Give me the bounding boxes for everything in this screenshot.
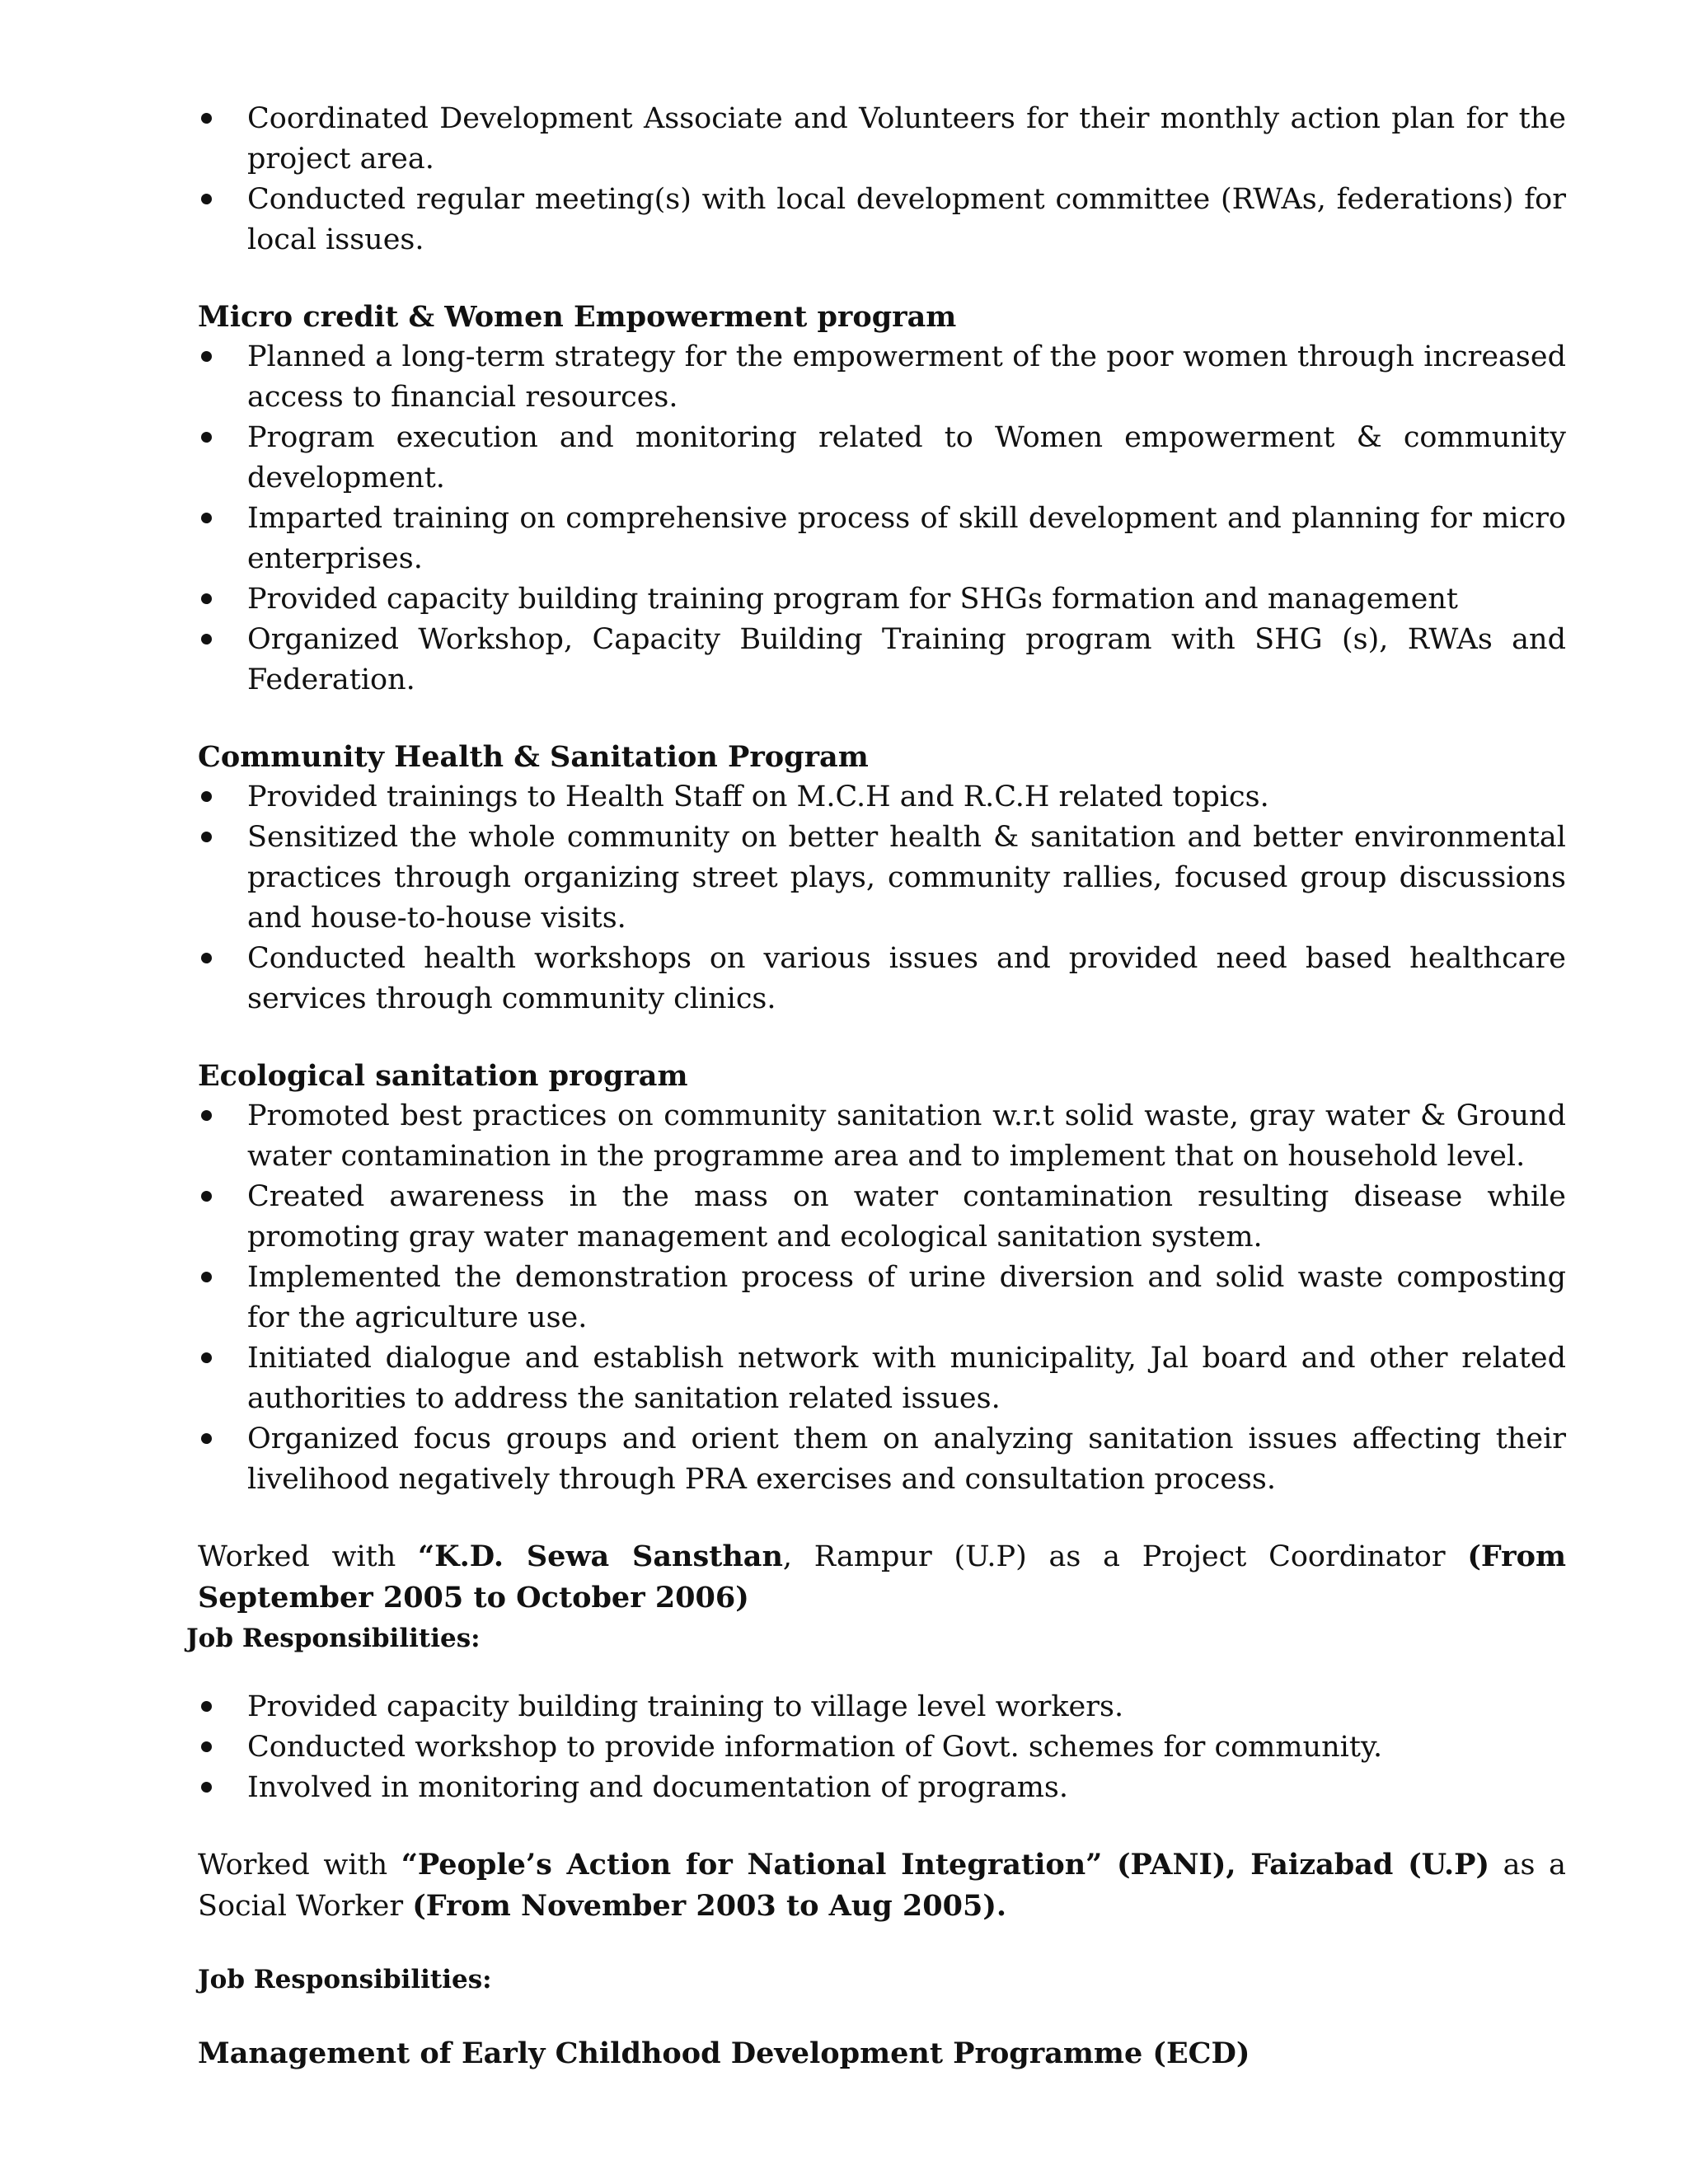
- list-item: Conducted health workshops on various issues and provided need based healthcare services through community clinics.: [198, 939, 1566, 1019]
- job-organization: “People’s Action for National Integration” (PANI), Faizabad (U.P): [401, 1848, 1490, 1882]
- job-role: , Rampur (U.P) as a Project Coordinator: [782, 1540, 1468, 1573]
- list-item: Provided trainings to Health Staff on M.C.H and R.C.H related topics.: [198, 777, 1566, 818]
- section-title-ecosan: Ecological sanitation program: [198, 1059, 688, 1093]
- list-item: Imparted training on comprehensive process of skill development and planning for micro enterprises.: [198, 499, 1566, 579]
- list-item: Planned a long-term strategy for the empowerment of the poor women through increased access to financial resources.: [198, 337, 1566, 418]
- list-item: Provided capacity building training to village level workers.: [198, 1687, 1566, 1727]
- ecosan-bullet-list: [198, 1096, 1566, 1500]
- job-organization: “K.D. Sewa Sansthan: [418, 1540, 783, 1573]
- list-item: Sensitized the whole community on better health & sanitation and better environmental practices through organizing street plays, community rallies, focused group discussions and house-to-house visits.: [198, 818, 1566, 939]
- job-prefix: Worked with: [198, 1849, 401, 1882]
- spacer: [198, 1927, 1566, 1960]
- micro-credit-bullet-list: [198, 337, 1566, 701]
- list-item: Conducted regular meeting(s) with local development committee (RWAs, federations) for local issues.: [198, 180, 1566, 260]
- list-item: Conducted workshop to provide information of Govt. schemes for community.: [198, 1727, 1566, 1768]
- health-bullet-list: [198, 777, 1566, 1019]
- resume-page: [186, 99, 1566, 2074]
- spacer: [198, 1659, 1566, 1687]
- job-responsibilities-heading: Job Responsibilities:: [186, 1624, 481, 1653]
- job-prefix: Worked with: [198, 1540, 419, 1573]
- section-title-micro-credit: Micro credit & Women Empowerment program: [198, 300, 957, 334]
- spacer: [198, 2000, 1566, 2033]
- list-item: Coordinated Development Associate and Volunteers for their monthly action plan for the project area.: [198, 99, 1566, 180]
- job-period: (From November 2003 to Aug 2005).: [412, 1889, 1007, 1923]
- job-period: (From September 2005 to October 2006): [198, 1540, 1566, 1615]
- section-title-health: Community Health & Sanitation Program: [198, 740, 869, 774]
- program-heading-ecd: Management of Early Childhood Development Programme (ECD): [198, 2036, 1250, 2070]
- list-item: Promoted best practices on community sanitation w.r.t solid waste, gray water & Ground water contamination in the programme area and to implement that on household level.: [198, 1096, 1566, 1177]
- job-role: as a Social Worker: [198, 1849, 1566, 1923]
- list-item: Organized focus groups and orient them on analyzing sanitation issues affecting their livelihood negatively through PRA exercises and consultation process.: [198, 1419, 1566, 1500]
- list-item: Created awareness in the mass on water contamination resulting disease while promoting gray water management and ecological sanitation system.: [198, 1177, 1566, 1258]
- list-item: Implemented the demonstration process of urine diversion and solid waste composting for the agriculture use.: [198, 1258, 1566, 1338]
- list-item: Organized Workshop, Capacity Building Training program with SHG (s), RWAs and Federation.: [198, 620, 1566, 701]
- job-entry-kd-sewa: [198, 1536, 1566, 1619]
- job-responsibilities-heading: Job Responsibilities:: [198, 1965, 492, 1994]
- job-entry-pani: [198, 1844, 1566, 1927]
- list-item: Involved in monitoring and documentation of programs.: [198, 1768, 1566, 1808]
- list-item: Program execution and monitoring related to Women empowerment & community development.: [198, 418, 1566, 499]
- intro-bullet-list: [198, 99, 1566, 260]
- list-item: Provided capacity building training program for SHGs formation and management: [198, 579, 1566, 620]
- list-item: Initiated dialogue and establish network with municipality, Jal board and other related authorities to address the sanitation related issues.: [198, 1338, 1566, 1419]
- kd-sewa-bullet-list: [198, 1687, 1566, 1808]
